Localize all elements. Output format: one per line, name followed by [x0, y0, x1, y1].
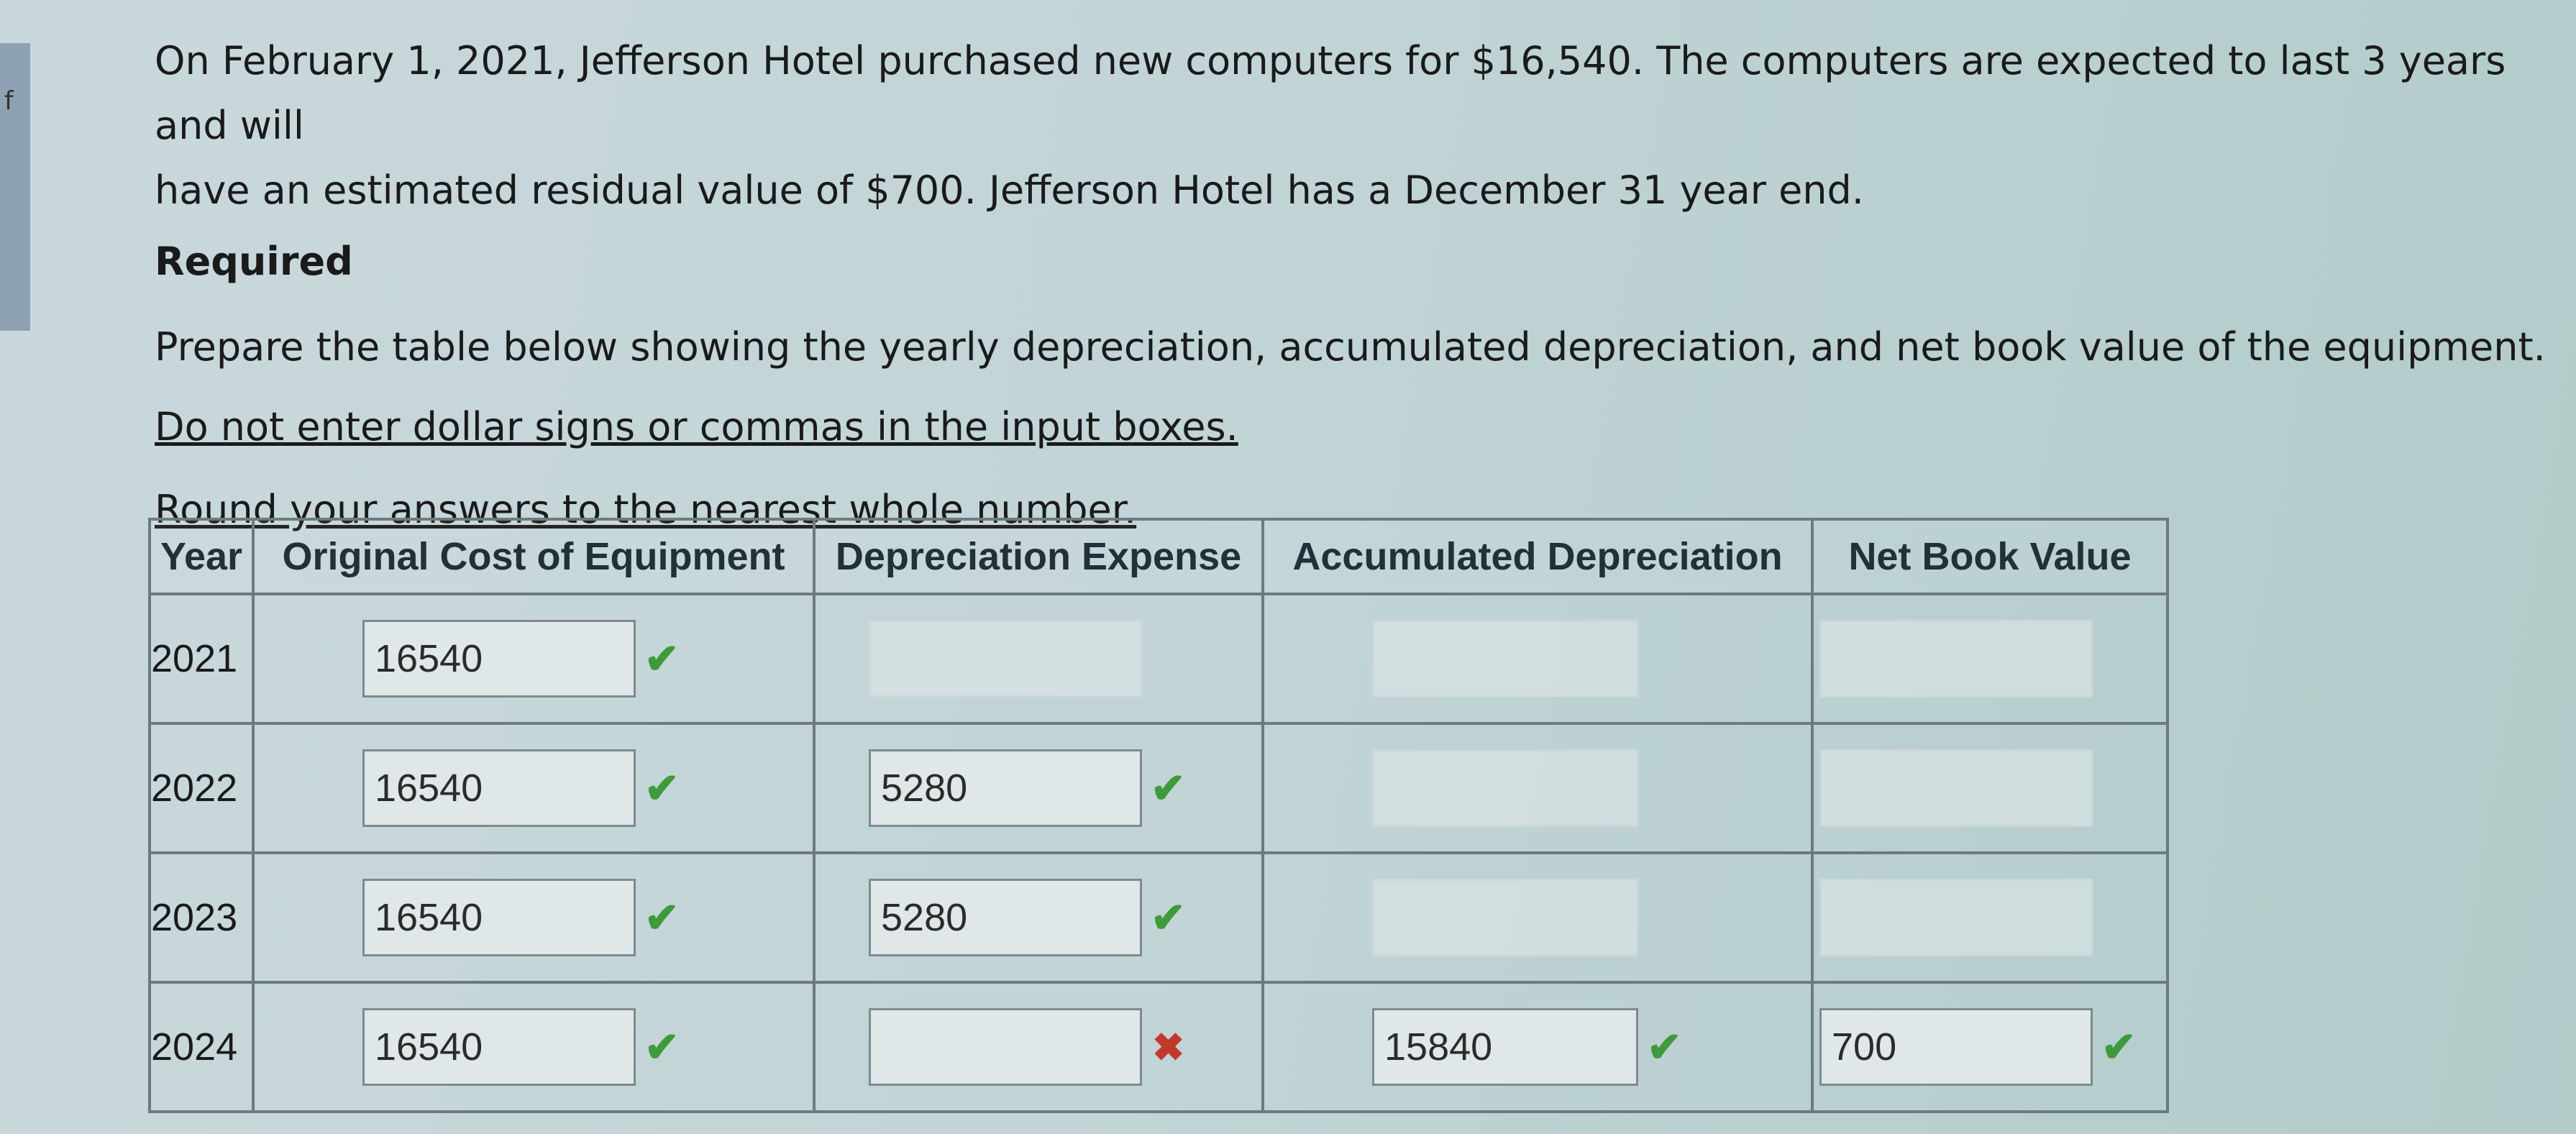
check-icon: ✔ [1647, 1024, 1682, 1071]
check-icon: ✔ [644, 895, 680, 941]
original-cost-cell [253, 853, 814, 982]
depreciation-table [148, 518, 2169, 1113]
header-original-cost: Original Cost of Equipment [253, 519, 814, 594]
intro-line-2: have an estimated residual value of $700. Jefferson Hotel has a December 31 year end. [155, 168, 1864, 213]
net-book-value-cell [1812, 853, 2168, 982]
table-row [150, 594, 2168, 723]
header-year: Year [150, 519, 253, 594]
net-book-value-input[interactable]: 700 [1819, 1008, 2093, 1086]
depreciation-expense-cell [814, 982, 1263, 1112]
year-cell: 2021 [150, 594, 253, 723]
depreciation-expense-cell [814, 723, 1263, 853]
check-icon: ✔ [644, 1024, 680, 1071]
original-cost-input[interactable]: 16540 [362, 620, 636, 698]
note-rounding: Round your answers to the nearest whole number. [155, 487, 1137, 532]
original-cost-cell [253, 594, 814, 723]
table-row [150, 723, 2168, 853]
sidebar-glyph: f [4, 86, 14, 116]
accumulated-depreciation-cell [1263, 982, 1812, 1112]
depreciation-expense-cell [814, 853, 1263, 982]
intro-line-1: On February 1, 2021, Jefferson Hotel purchased new computers for $16,540. The computers are expected to last 3 years and will [155, 38, 2506, 148]
net-book-value-cell [1812, 982, 2168, 1112]
original-cost-input[interactable]: 16540 [362, 879, 636, 956]
depreciation-expense-input[interactable] [869, 1008, 1142, 1086]
accumulated-depreciation-input[interactable] [1372, 749, 1638, 827]
accumulated-depreciation-cell [1263, 594, 1812, 723]
accumulated-depreciation-input[interactable] [1372, 879, 1638, 956]
header-depreciation-expense: Depreciation Expense [814, 519, 1263, 594]
accumulated-depreciation-cell [1263, 853, 1812, 982]
original-cost-cell [253, 723, 814, 853]
table-row [150, 853, 2168, 982]
note-dollar-signs: Do not enter dollar signs or commas in the input boxes. [155, 404, 1238, 449]
original-cost-cell [253, 982, 814, 1112]
original-cost-input[interactable]: 16540 [362, 749, 636, 827]
depreciation-expense-input[interactable]: 5280 [869, 879, 1142, 956]
net-book-value-cell [1812, 594, 2168, 723]
accumulated-depreciation-input[interactable]: 15840 [1372, 1008, 1638, 1086]
accumulated-depreciation-cell [1263, 723, 1812, 853]
check-icon: ✔ [1151, 765, 1186, 812]
year-cell: 2024 [150, 982, 253, 1112]
depreciation-expense-cell [814, 594, 1263, 723]
table-row [150, 982, 2168, 1112]
problem-statement [155, 29, 2549, 532]
net-book-value-input[interactable] [1819, 620, 2093, 698]
intro-text [155, 29, 2549, 223]
depreciation-expense-input[interactable] [869, 620, 1142, 698]
year-cell: 2022 [150, 723, 253, 853]
net-book-value-input[interactable] [1819, 879, 2093, 956]
net-book-value-cell [1812, 723, 2168, 853]
instruction-text: Prepare the table below showing the yearly depreciation, accumulated depreciation, and net book value of the equipment. [155, 324, 2546, 370]
check-icon: ✔ [644, 636, 680, 682]
header-net-book-value: Net Book Value [1812, 519, 2168, 594]
header-accumulated-depreciation: Accumulated Depreciation [1263, 519, 1812, 594]
required-heading: Required [155, 239, 353, 284]
accumulated-depreciation-input[interactable] [1372, 620, 1638, 698]
check-icon: ✔ [1151, 895, 1186, 941]
table-header-row [150, 519, 2168, 594]
net-book-value-input[interactable] [1819, 749, 2093, 827]
cross-icon: ✖ [1152, 1025, 1185, 1069]
depreciation-expense-input[interactable]: 5280 [869, 749, 1142, 827]
check-icon: ✔ [644, 765, 680, 812]
original-cost-input[interactable]: 16540 [362, 1008, 636, 1086]
check-icon: ✔ [2101, 1024, 2137, 1071]
year-cell: 2023 [150, 853, 253, 982]
